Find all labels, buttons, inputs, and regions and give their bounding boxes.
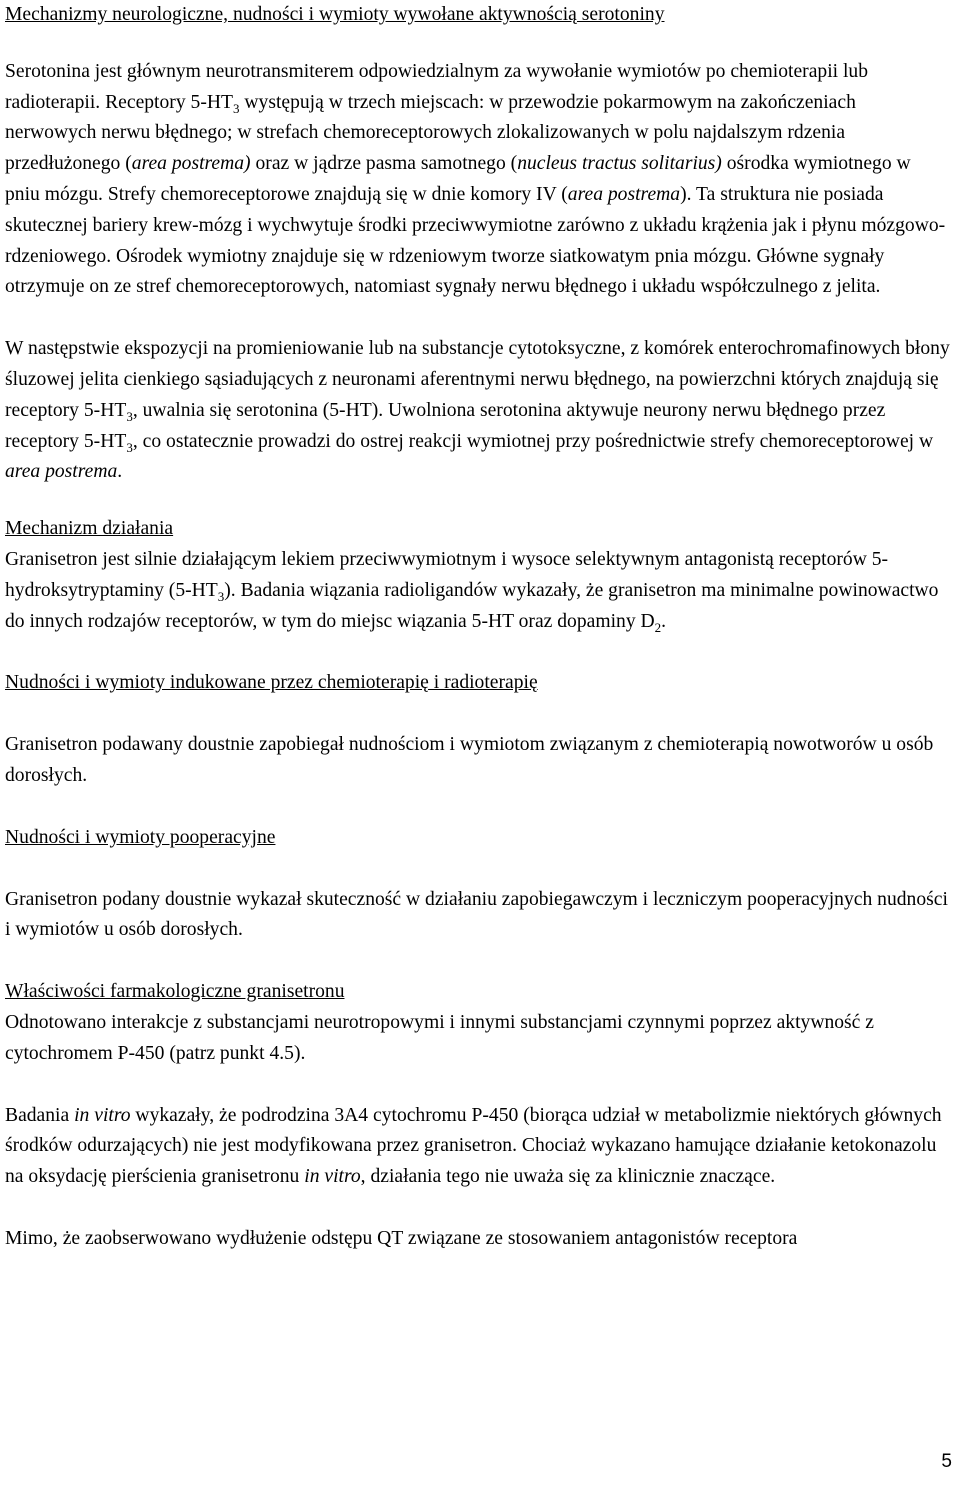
section-heading-pharmacology: Właściwości farmakologiczne granisetronu bbox=[5, 981, 345, 1003]
paragraph-serotonin-receptors: Serotonina jest głównym neurotransmiterem odpowiedzialnym za wywołanie wymiotów po chemioterapii lub radioterapii. Receptory $5-HT_3$ występują w trzech miejscach: w przewodzie pokarmowym na zakończeniach nerwowych nerwu błędnego; w strefach chemoreceptorowych zlokalizowanych w polu najdalszym rdzenia przedłużonego (area postrema) oraz w jądrze pasma samotnego (nucleus tractus solitarius) ośrodka wymiotnego w pniu mózgu. Strefy chemoreceptorowe znajdują się w dnie komory IV (area postrema). Ta struktura nie posiada skutecznej bariery krew-mózg i wychwytuje środki przeciwwymiotne zarówno z układu krążenia jak i płynu mózgowo-rdzeniowego. Ośrodek wymiotny znajduje się w rdzeniowym tworze siatkowatym pnia mózgu. Główne sygnały otrzymuje on ze stref chemoreceptorowych, natomiast sygnały nerwu błędnego i układu współczulnego z jelita. bbox=[5, 60, 946, 298]
paragraph-interactions: Odnotowano interakcje z substancjami neurotropowymi i innymi substancjami czynnymi poprzez aktywność z cytochromem P-450 (patrz punkt 4.5). bbox=[5, 1011, 874, 1064]
paragraph-postoperative: Granisetron podany doustnie wykazał skuteczność w działaniu zapobiegawczym i leczniczym pooperacyjnych nudności i wymiotów u osób dorosłych. bbox=[5, 888, 948, 941]
section-heading-postoperative: Nudności i wymioty pooperacyjne bbox=[5, 826, 276, 848]
paragraph-chemotherapy: Granisetron podawany doustnie zapobiegał nudnościom i wymiotom związanym z chemioterapią nowotworów u osób dorosłych. bbox=[5, 734, 934, 786]
section-heading-mechanisms: Mechanizmy neurologiczne, nudności i wymioty wywołane aktywnością serotoniny bbox=[5, 4, 665, 25]
paragraph-serotonin-release: W następstwie ekspozycji na promieniowanie lub na substancje cytotoksyczne, z komórek enterochromafinowych błony śluzowej jelita cienkiego sąsiadujących z neuronami aferentnymi nerwu błędnego, na powierzchni których znajdują się receptory $5-HT_3$, uwalnia się serotonina (5-HT). Uwolniona serotonina aktywuje neurony nerwu błędnego przez receptory $5-HT_3$, co ostatecznie prowadzi do ostrej reakcji wymiotnej przy pośrednictwie strefy chemoreceptorowej w area postrema. bbox=[5, 338, 950, 483]
section-heading-mechanism-of-action: Mechanizm działania bbox=[5, 518, 174, 540]
page-number: 5 bbox=[941, 1451, 952, 1472]
paragraph-in-vitro: Badania in vitro wykazały, że podrodzina 3A4 cytochromu P-450 (biorąca udział w metabolizmie niektórych głównych środków odurzających) nie jest modyfikowana przez granisetron. Chociaż wykazano hamujące działanie ketokonazolu na oksydację pierścienia granisetronu in vitro, działania tego nie uważa się za klinicznie znaczące. bbox=[5, 1104, 942, 1188]
section-heading-chemotherapy: Nudności i wymioty indukowane przez chemioterapię i radioterapię bbox=[5, 672, 538, 694]
paragraph-granisetron-antagonist: Granisetron jest silnie działającym lekiem przeciwwymiotnym i wysoce selektywnym antagonistą receptorów 5-hydroksytryptaminy $(5-HT_3)$. Badania wiązania radioligandów wykazały, że granisetron ma minimalne powinowactwo do innych rodzajów receptorów, w tym do miejsc wiązania 5-HT oraz dopaminy $D_2$. bbox=[5, 548, 939, 635]
document-page bbox=[5, 0, 950, 1255]
paragraph-qt-interval: Mimo, że zaobserwowano wydłużenie odstępu QT związane ze stosowaniem antagonistów receptora bbox=[5, 1227, 798, 1249]
